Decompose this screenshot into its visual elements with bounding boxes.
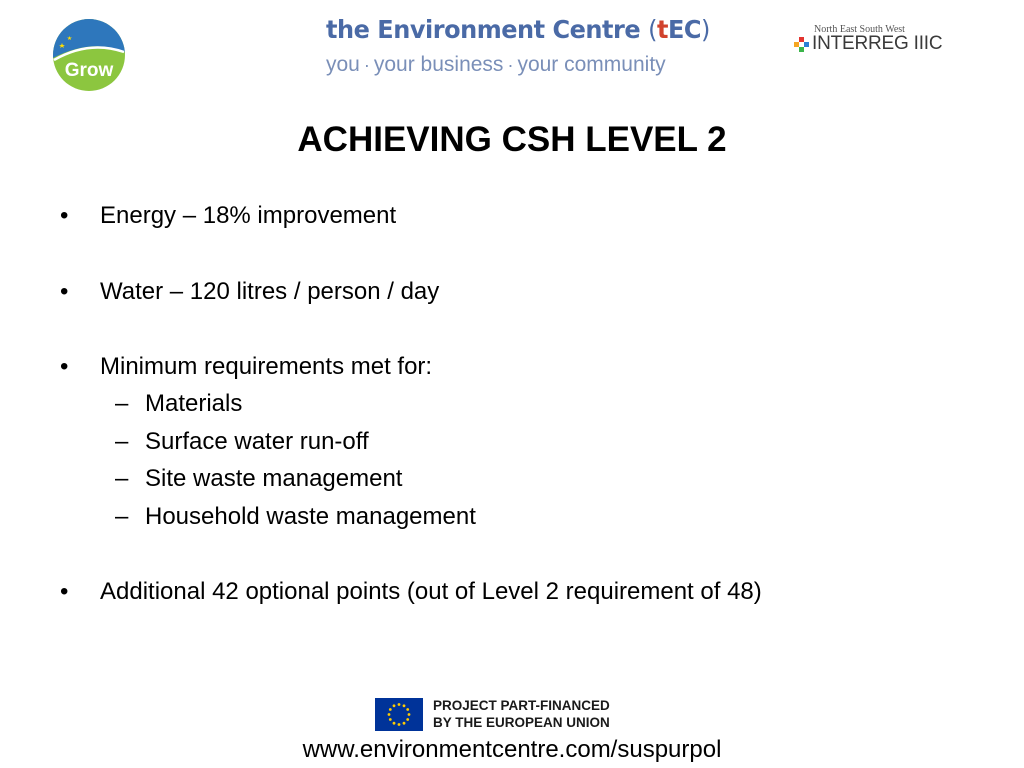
sub-bullet-text: Site waste management xyxy=(145,465,403,492)
bullet-symbol: • xyxy=(60,353,69,380)
tagline-you: you xyxy=(326,53,360,76)
tagline-community: your community xyxy=(517,53,666,76)
tagline-business: your business xyxy=(373,53,504,76)
tec-title-open: ( xyxy=(648,15,657,44)
bullet-text: Energy – 18% improvement xyxy=(100,202,397,229)
tec-title-the: the xyxy=(326,15,370,44)
bullet-text: Water – 120 litres / person / day xyxy=(100,278,440,305)
bullet-text: Minimum requirements met for: xyxy=(100,353,433,380)
tagline-separator: · xyxy=(363,55,370,75)
sub-bullet-text: Household waste management xyxy=(145,503,476,530)
bullet-item xyxy=(60,577,762,607)
eu-funding-text xyxy=(433,697,610,731)
sub-bullet-text: Materials xyxy=(145,390,243,417)
dash-symbol: – xyxy=(115,390,129,417)
sub-bullet-item xyxy=(115,502,476,532)
bullet-symbol: • xyxy=(60,278,69,305)
interreg-main-text: INTERREG IIIC xyxy=(812,33,943,54)
bullet-item xyxy=(60,201,397,231)
sub-bullet-item xyxy=(115,389,243,419)
dash-symbol: – xyxy=(115,465,129,492)
eu-funding-line-1: PROJECT PART-FINANCED xyxy=(433,698,610,713)
sub-bullet-text: Surface water run-off xyxy=(145,428,369,455)
footer-url: www.environmentcentre.com/suspurpol xyxy=(302,736,722,763)
dash-symbol: – xyxy=(115,428,129,455)
dash-symbol: – xyxy=(115,503,129,530)
eu-flag-icon xyxy=(375,698,423,731)
tec-title-ec: EC xyxy=(667,15,702,44)
sub-bullet-item xyxy=(115,464,403,494)
interreg-mark-icon xyxy=(794,37,810,53)
interreg-small-text: North East South West xyxy=(814,24,905,35)
grow-logo-text: Grow xyxy=(64,60,114,81)
tec-title-main: Environment Centre xyxy=(377,15,641,44)
bullet-item xyxy=(60,277,440,307)
bullet-symbol: • xyxy=(60,578,69,605)
slide-title: ACHIEVING CSH LEVEL 2 xyxy=(297,120,727,159)
tec-title-close: ) xyxy=(701,15,710,44)
tec-title xyxy=(326,13,710,47)
eu-funding-line-2: BY THE EUROPEAN UNION xyxy=(433,715,610,730)
bullet-text: Additional 42 optional points (out of Level 2 requirement of 48) xyxy=(100,578,762,605)
tagline-separator: · xyxy=(507,55,514,75)
bullet-symbol: • xyxy=(60,202,69,229)
tec-title-t: t xyxy=(656,15,668,44)
bullet-item xyxy=(60,352,433,382)
tec-tagline xyxy=(326,52,666,78)
sub-bullet-item xyxy=(115,427,369,457)
grow-logo xyxy=(52,18,126,92)
